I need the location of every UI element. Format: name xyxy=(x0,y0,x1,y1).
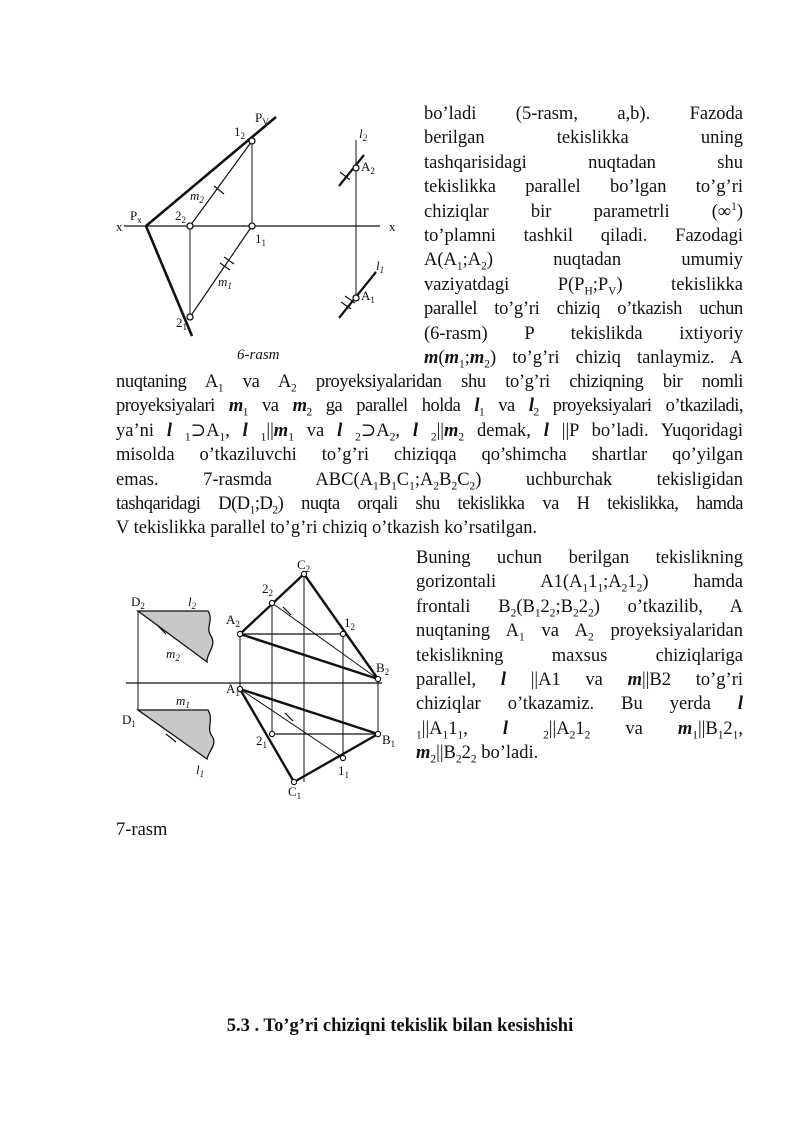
text-line: chiziqlar o’tkazamiz. Bu yerda l xyxy=(416,694,743,715)
m1-label: $m_1$ xyxy=(176,693,190,710)
figure-7-drawing xyxy=(118,552,408,800)
figure-7-caption: 7-rasm xyxy=(116,820,168,840)
a1-label: $A_1$ xyxy=(361,288,375,305)
text-line: ya’ni l $_1⊃A_1$, l $_1||m_1$ va l $_2⊃A_2$, l $_2||m_2$ demak, l ||P bo’ladi. Yuqoridagi xyxy=(116,420,743,444)
paragraph-full-width xyxy=(116,370,743,541)
point-1-2-label: $1_2$ xyxy=(344,615,355,632)
figure-6-caption: 6-rasm xyxy=(237,347,280,363)
text-line: nuqtaning $A_1$ va $A_2$ proyeksiyalaridan shu to’g’ri chiziqning bir nomli xyxy=(116,372,743,395)
text-line: $_1||A_11_1$, l $_2||A_21_2$ va $m_1||B_12_1$, xyxy=(416,718,743,742)
l2-label: $l_2$ xyxy=(359,126,368,143)
text-line: nuqtaning $A_1$ va $A_2$ proyeksiyalaridan xyxy=(416,621,743,644)
x-axis-label-left: x xyxy=(116,219,123,234)
text-line: to’plamni tashkil qiladi. Fazodagi xyxy=(424,225,743,246)
text-line: bo’ladi (5-rasm, a,b). Fazoda xyxy=(424,104,743,124)
l2-label: $l_2$ xyxy=(188,594,197,611)
point-2-2-label: $2_2$ xyxy=(262,581,273,598)
paragraph-right-of-fig6 xyxy=(424,102,743,370)
text-line: parallel, l ||A1 va m||B2 to’g’ri xyxy=(416,669,743,690)
paragraph-right-of-fig7 xyxy=(416,546,743,766)
pv-label: $P_V$ xyxy=(255,110,269,127)
a2-label: $A_2$ xyxy=(361,159,375,176)
point-2-1-label: $2_1$ xyxy=(256,733,267,750)
a1-label: $A_1$ xyxy=(226,681,240,698)
l1-label: $l_1$ xyxy=(376,258,385,275)
text-line: V tekislikka parallel to’g’ri chiziq o’tkazish ko’rsatilgan. xyxy=(116,518,538,539)
text-line: emas. 7-rasmda $ABC(A_1B_1C_1;A_2B_2C_2)$ uchburchak tekisligidan xyxy=(116,469,743,492)
text-line: berilgan tekislikka uning xyxy=(424,128,743,149)
text-line: tekislikka parallel bo’lgan to’g’ri xyxy=(424,177,743,198)
text-line: chiziqlar bir parametrli (∞$^1$) xyxy=(424,200,743,222)
m2-label: $m_2$ xyxy=(190,188,204,205)
b1-label: $B_1$ xyxy=(382,732,396,749)
l1-label: $l_1$ xyxy=(196,762,205,779)
figure-6-drawing xyxy=(110,105,410,365)
point-1-2-label: $1_2$ xyxy=(234,124,245,141)
px-label: $P_x$ xyxy=(130,208,142,225)
text-line: tashqaridagi $D(D_1;D_2)$ nuqta orqali shu tekislikka va H tekislikka, hamda xyxy=(116,493,743,517)
m1-label: $m_1$ xyxy=(218,274,232,291)
text-line: (6-rasm) P tekislikda ixtiyoriy xyxy=(424,323,743,344)
d1-label: $D_1$ xyxy=(122,712,136,729)
point-2-1-label: $2_1$ xyxy=(176,315,187,332)
text-line: vaziyatdagi $P(P_H;P_V)$ tekislikka xyxy=(424,274,743,298)
text-line: Buning uchun berilgan tekislikning xyxy=(416,548,743,568)
text-line: $m_2||B_22_2$ bo’ladi. xyxy=(416,743,539,766)
text-line: gorizontali $A1(A_11_1;A_21_2)$ hamda xyxy=(416,572,743,595)
d2-label: $D_2$ xyxy=(131,594,145,611)
text-line: frontali $B_2(B_12_2;B_22_2)$ o’tkazilib, A xyxy=(416,596,743,620)
text-line: parallel to’g’ri chiziq o’tkazish uchun xyxy=(424,299,743,320)
b2-label: $B_2$ xyxy=(376,660,390,677)
a2-label: $A_2$ xyxy=(226,612,240,629)
x-axis-label-right: x xyxy=(389,219,396,234)
section-heading: 5.3 . To’g’ri chiziqni tekislik bilan kesishishi xyxy=(226,1016,574,1036)
text-line: proyeksiyalari $m_1$ va $m_2$ ga parallel holda $l_1$ va $l_2$ proyeksiyalari o’tkaziladi, xyxy=(116,396,743,419)
text-line: $A(A_1;A_2)$ nuqtadan umumiy xyxy=(424,250,743,273)
text-line: $m(m_1;m_2)$ to’g’ri chiziq tanlaymiz. A xyxy=(424,347,743,371)
point-1-1-label: $1_1$ xyxy=(255,231,266,248)
m2-label: $m_2$ xyxy=(166,646,180,663)
c2-label: $C_2$ xyxy=(297,557,311,574)
point-2-2-label: $2_2$ xyxy=(175,208,186,225)
c1-label: $C_1$ xyxy=(288,784,302,800)
text-line: tashqarisidagi nuqtadan shu xyxy=(424,152,743,173)
text-line: misolda o’tkaziluvchi to’g’ri chiziqqa qo’shimcha shartlar qo’yilgan xyxy=(116,445,743,466)
text-line: tekislikning maxsus chiziqlariga xyxy=(416,645,743,666)
point-1-1-label: $1_1$ xyxy=(338,763,349,780)
